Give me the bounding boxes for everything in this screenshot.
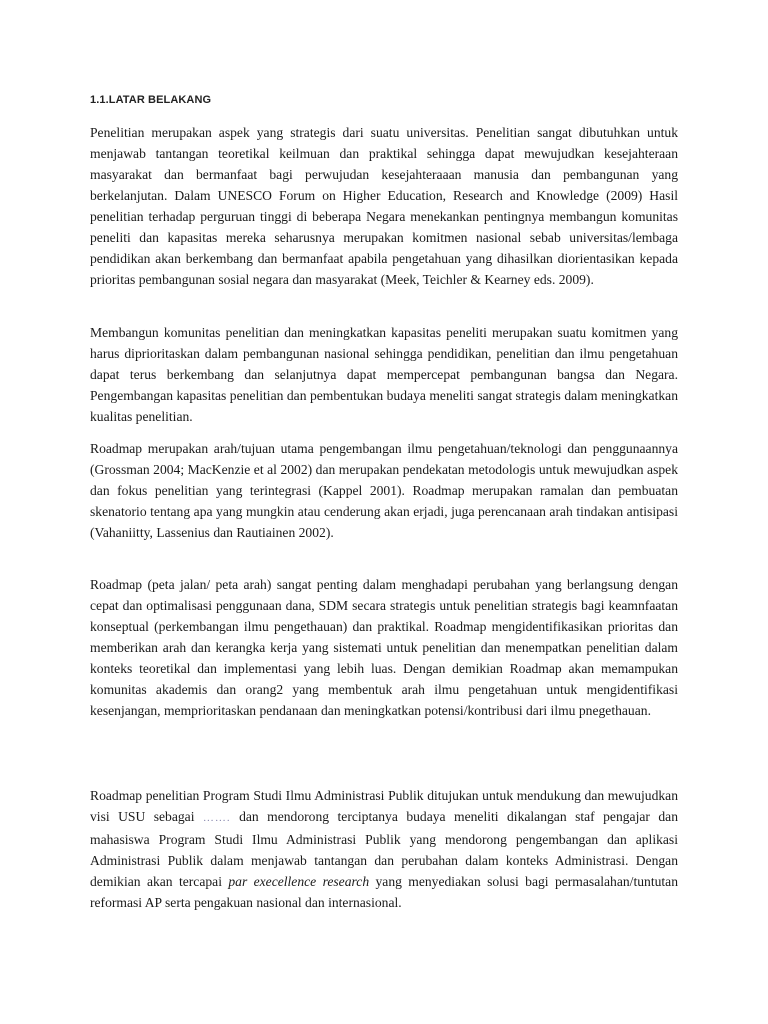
paragraph-5-text-c: yang menyediakan solusi bagi permasalahan/tuntutan reformasi AP serta pengakuan nasional dan internasional. [90,874,679,910]
paragraph-2: Membangun komunitas penelitian dan meningkatkan kapasitas peneliti merupakan suatu komitmen yang harus diprioritaskan dalam pembangunan nasional sehingga pendidikan, penelitian dan ilmu pengetahuan dapat terus berkembang dan selanjutnya dapat mempercepat pembangunan bangsa dan Negara. Pengembangan kapasitas penelitian dan pembentukan budaya meneliti sangat strategis dalam meningkatkan kualitas penelitian. [90,325,678,424]
paragraph-1: Penelitian merupakan aspek yang strategis dari suatu universitas. Penelitian sangat dibutuhkan untuk menjawab tantangan teoretikal keilmuan dan praktikal sehingga dapat mewujudkan kesejahteraan masyarakat dan bermanfaat bagi perwujudan kesejahteraaan manusia dan pembangunan yang berkelanjutan. Dalam UNESCO Forum on Higher Education, Research and Knowledge (2009) Hasil penelitian terhadap perguruan tinggi di beberapa Negara menekankan pentingnya membangun komunitas peneliti dan kapasitas mereka seharusnya merupakan komitmen nasional sebab universitas/lembaga pendidikan akan berkembang dan bermanfaat apabila pengetahuan yang dihasilkan diorientasikan kepada prioritas pembangunan sosial negara dan masyarakat (Meek, Teichler & Kearney eds. 2009). [90,125,678,287]
placeholder-dots: ……. [202,812,231,824]
emphasis-text: par execellence research [228,874,370,889]
section-heading: 1.1.LATAR BELAKANG [90,94,212,106]
paragraph-5 [90,785,678,913]
paragraph-5-text-b: dan mendorong terciptanya budaya meneliti dikalangan staf pengajar dan mahasiswa Program Studi Ilmu Administrasi Publik yang mendorong pengembangan dan aplikasi Administrasi Publik dalam menjawab tantangan dan perubahan dalam konteks Administrasi. Dengan demikian akan tercapai [90,809,678,889]
paragraph-5-text-a: Roadmap penelitian Program Studi Ilmu Administrasi Publik ditujukan untuk mendukung dan mewujudkan visi USU sebagai [90,788,678,824]
paragraph-3: Roadmap merupakan arah/tujuan utama pengembangan ilmu pengetahuan/teknologi dan penggunaannya (Grossman 2004; MacKenzie et al 2002) dan merupakan pendekatan metodologis untuk mewujudkan aspek dan fokus penelitian yang terintegrasi (Kappel 2001). Roadmap merupakan ramalan dan pembuatan skenatorio tentang apa yang mungkin atau cenderung akan erjadi, juga perencanaan arah tindakan antisipasi (Vahaniitty, Lassenius dan Rautiainen 2002). [90,441,678,540]
paragraph-4: Roadmap (peta jalan/ peta arah) sangat penting dalam menghadapi perubahan yang berlangsung dengan cepat dan optimalisasi penggunaan dana, SDM secara strategis untuk penelitian strategis bagi keamnfaatan konseptual (perkembangan ilmu pengethauan) dan praktikal. Roadmap mengidentifikasikan prioritas dan memberikan arah dan kerangka kerja yang sistemati untuk penelitian dan menempatkan penelitian dalam konteks teoretikal dan implementasi yang lebih luas. Dengan demikian Roadmap akan memampukan komunitas akademis dan orang2 yang membentuk arah ilmu pengetahuan untuk mengidentifikasi kesenjangan, memprioritaskan pendanaan dan meningkatkan potensi/kontribusi dari ilmu pnegethauan. [90,577,678,718]
